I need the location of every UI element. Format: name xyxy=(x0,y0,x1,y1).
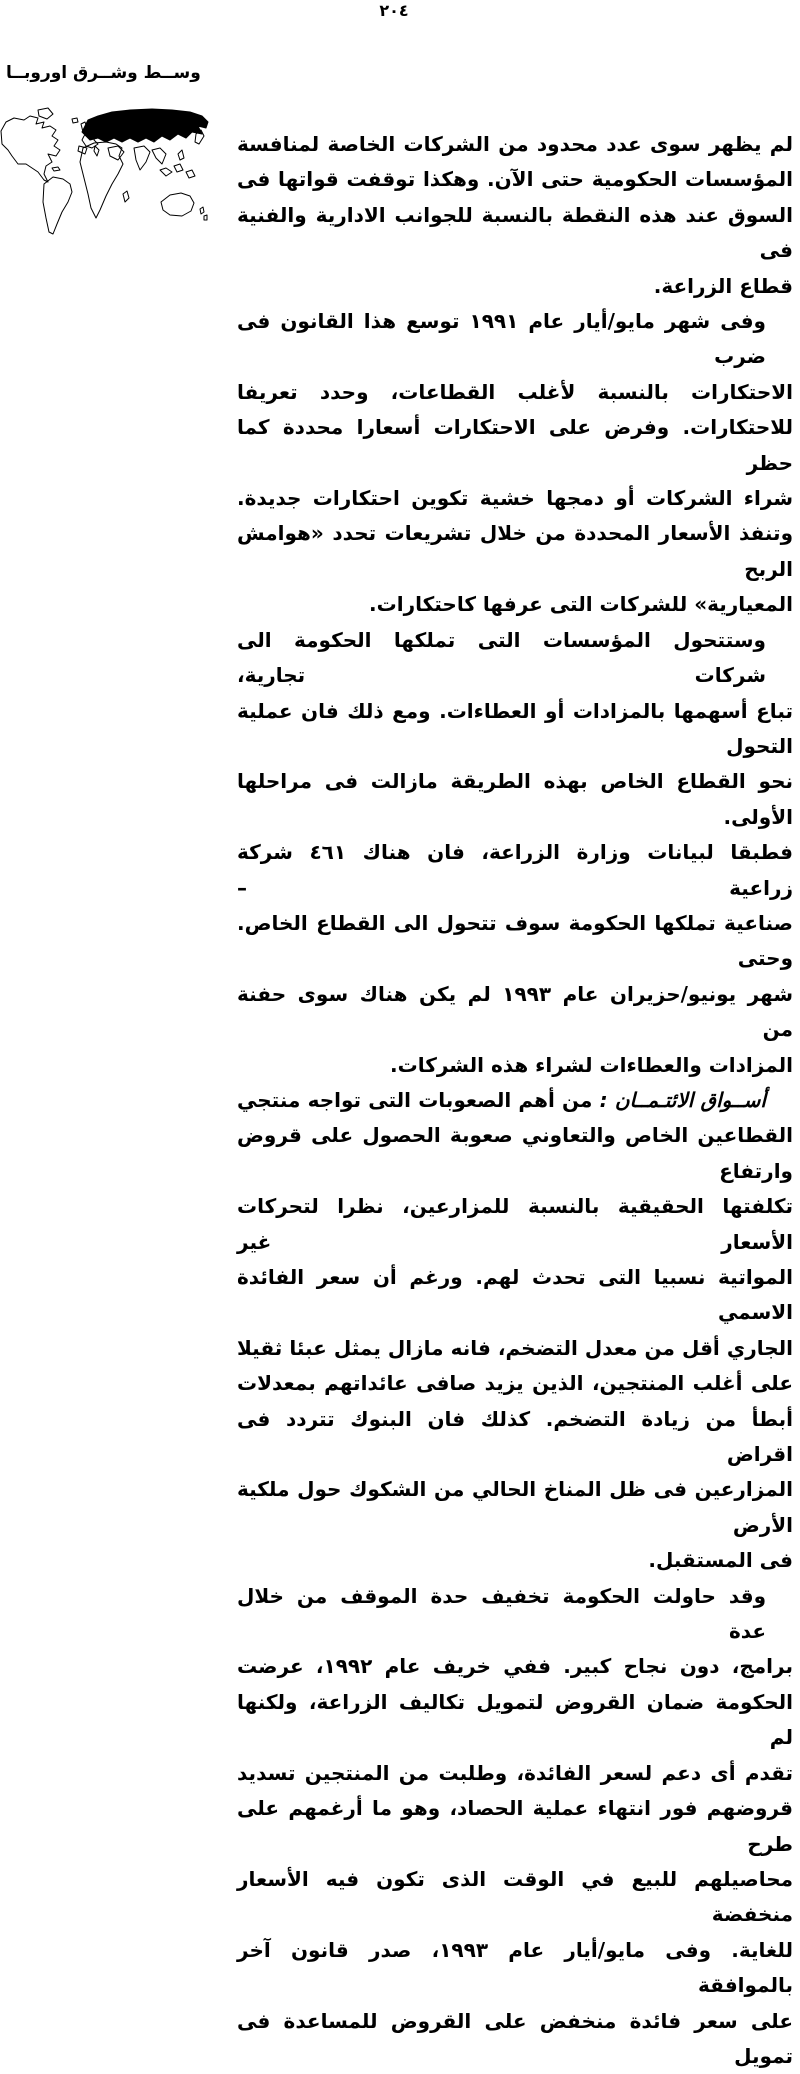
text-line: نحو القطاع الخاص بهذه الطريقة مازالت فى مراحلها الأولى. xyxy=(237,769,793,829)
map-highlight-region xyxy=(82,109,208,142)
map-iceland xyxy=(72,118,78,123)
text-line: تكلفتها الحقيقية بالنسبة للمزارعين، نظرا لتحركات الأسعار غير xyxy=(237,1194,793,1254)
text-line: لم يظهر سوى عدد محدود من الشركات الخاصة لمنافسة xyxy=(237,132,793,156)
map-africa xyxy=(80,142,123,218)
text-line: أبطأ من زيادة التضخم. كذلك فان البنوك تتردد فى اقراض xyxy=(237,1406,793,1467)
text-line: فطبقا لبيانات وزارة الزراعة، فان هناك ٤٦١ شركة زراعية – xyxy=(237,840,793,900)
text-line: الجاري أقل من معدل التضخم، فانه مازال يمثل عبئا ثقيلا xyxy=(237,1335,793,1360)
text-line: صناعية تملكها الحكومة سوف تتحول الى القطاع الخاص. وحتى xyxy=(237,910,793,971)
text-line: المواتية نسبيا التى تحدث لهم. ورغم أن سعر الفائدة الاسمي xyxy=(237,1265,793,1325)
map-southeast-asia xyxy=(152,148,166,164)
text-line: المعيارية» للشركات التى عرفها كاحتكارات. xyxy=(369,592,793,617)
text-line: للغاية. وفى مايو/أيار عام ١٩٩٣، صدر قانون آخر بالموافقة xyxy=(237,1937,793,1998)
text-line: المزادات والعطاءات لشراء هذه الشركات. xyxy=(390,1052,793,1077)
map-new-zealand xyxy=(200,207,207,220)
text-line: برامج، دون نجاح كبير. ففي خريف عام ١٩٩٢، عرضت xyxy=(237,1654,793,1679)
text-line: قروضهم فور انتهاء عملية الحصاد، وهو ما أرغمهم على طرح xyxy=(237,1796,793,1856)
text-line: وتنفذ الأسعار المحددة من خلال تشريعات تحدد «هوامش الربح xyxy=(237,521,793,581)
map-north-america xyxy=(1,116,60,182)
text-line: أســواق الائتـمــان : من أهم الصعوبات التى تواجه منتجي xyxy=(237,1087,766,1112)
map-caribbean xyxy=(52,167,60,171)
page-number: ٢٠٤ xyxy=(379,1,409,20)
text-line: السوق عند هذه النقطة بالنسبة للجوانب الادارية والفنية فى xyxy=(237,202,793,263)
text-line: على أغلب المنتجين، الذين يزيد صافى عائداتهم بمعدلات xyxy=(237,1371,793,1396)
map-philippines xyxy=(178,150,184,160)
section-heading: وســط وشــرق اوروبــا xyxy=(6,63,201,83)
map-australia xyxy=(161,193,194,216)
text-line: وستتحول المؤسسات التى تملكها الحكومة الى شركات تجارية، xyxy=(237,627,766,688)
map-south-america xyxy=(43,177,72,234)
text-line: شراء الشركات أو دمجها خشية تكوين احتكارات جديدة. xyxy=(237,486,793,511)
text-line: تباع أسهمها بالمزادات أو العطاءات. ومع ذلك فان عملية التحول xyxy=(237,698,793,758)
map-new-guinea xyxy=(186,170,195,178)
map-india xyxy=(134,146,150,170)
body-text-column xyxy=(237,127,793,2074)
text-line: شهر يونيو/حزيران عام ١٩٩٣ لم يكن هناك سوى حفنة من xyxy=(237,981,793,1042)
text-line: تقدم أى دعم لسعر الفائدة، وطلبت من المنتجين تسديد xyxy=(237,1760,793,1785)
text-line: الحكومة ضمان القروض لتمويل تكاليف الزراعة، ولكنها لم xyxy=(237,1689,793,1750)
text-line: محاصيلهم للبيع في الوقت الذى تكون فيه الأسعار منخفضة xyxy=(237,1866,793,1927)
text-line: المؤسسات الحكومية حتى الآن. وهكذا توقفت قواتها فى xyxy=(237,167,793,192)
text-line: فى المستقبل. xyxy=(648,1548,793,1573)
map-indonesia xyxy=(160,168,172,176)
text-line: قطاع الزراعة. xyxy=(653,273,793,298)
text-line: للاحتكارات. وفرض على الاحتكارات أسعارا محددة كما حظر xyxy=(237,415,793,475)
map-borneo xyxy=(174,164,183,172)
text-line: وقد حاولت الحكومة تخفيف حدة الموقف من خلال عدة xyxy=(237,1583,766,1644)
text-line: القطاعين الخاص والتعاوني صعوبة الحصول على قروض وارتفاع xyxy=(237,1123,793,1183)
paragraph-lead-credit-markets: أســواق الائتـمــان : xyxy=(599,1087,766,1112)
text-line: الاحتكارات بالنسبة لأغلب القطاعات، وحدد تعريفا xyxy=(237,379,793,404)
map-madagascar xyxy=(123,191,129,202)
text-line: وفى شهر مايو/أيار عام ١٩٩١ توسع هذا القانون فى ضرب xyxy=(237,309,766,369)
map-greenland xyxy=(38,108,53,119)
world-map xyxy=(0,106,232,236)
world-map-icon xyxy=(0,106,232,236)
map-italy xyxy=(94,146,99,156)
text-line: المزارعين فى ظل المناخ الحالي من الشكوك حول ملكية الأرض xyxy=(237,1477,793,1537)
text-line: على سعر فائدة منخفض على القروض للمساعدة فى تمويل xyxy=(237,2008,793,2068)
